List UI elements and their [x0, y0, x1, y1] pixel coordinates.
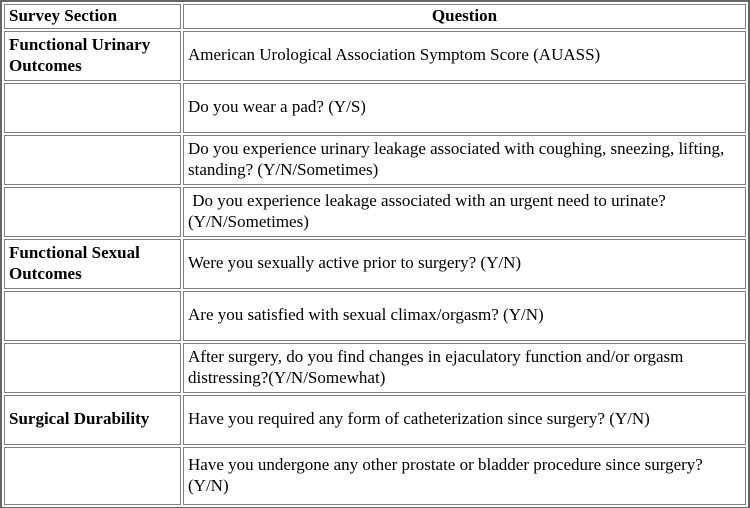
table-row [4, 447, 746, 505]
table-row [4, 239, 746, 289]
question-cell: Have you undergone any other prostate or bladder procedure since surgery? (Y/N) [183, 447, 746, 505]
section-cell [4, 187, 181, 237]
survey-table-body [4, 31, 746, 505]
section-cell [4, 83, 181, 133]
section-cell [4, 343, 181, 393]
table-row [4, 135, 746, 185]
section-cell: Functional Urinary Outcomes [4, 31, 181, 81]
table-row [4, 83, 746, 133]
section-cell [4, 135, 181, 185]
question-cell: Were you sexually active prior to surgery? (Y/N) [183, 239, 746, 289]
question-cell: After surgery, do you find changes in ejaculatory function and/or orgasm distressing?(Y/N/Somewhat) [183, 343, 746, 393]
question-cell: Are you satisfied with sexual climax/orgasm? (Y/N) [183, 291, 746, 341]
section-cell: Surgical Durability [4, 395, 181, 445]
table-row [4, 343, 746, 393]
section-cell [4, 447, 181, 505]
question-cell: Do you experience urinary leakage associated with coughing, sneezing, lifting, standing? (Y/N/Sometimes) [183, 135, 746, 185]
section-cell [4, 291, 181, 341]
question-cell: Do you experience leakage associated with an urgent need to urinate?(Y/N/Sometimes) [183, 187, 746, 237]
column-header-question: Question [183, 4, 746, 29]
question-cell: American Urological Association Symptom Score (AUASS) [183, 31, 746, 81]
table-row [4, 395, 746, 445]
column-header-survey-section: Survey Section [4, 4, 181, 29]
table-row [4, 291, 746, 341]
section-cell: Functional Sexual Outcomes [4, 239, 181, 289]
table-row [4, 31, 746, 81]
question-cell: Do you wear a pad? (Y/S) [183, 83, 746, 133]
table-header-row [4, 4, 746, 29]
question-cell: Have you required any form of catheterization since surgery? (Y/N) [183, 395, 746, 445]
table-row [4, 187, 746, 237]
